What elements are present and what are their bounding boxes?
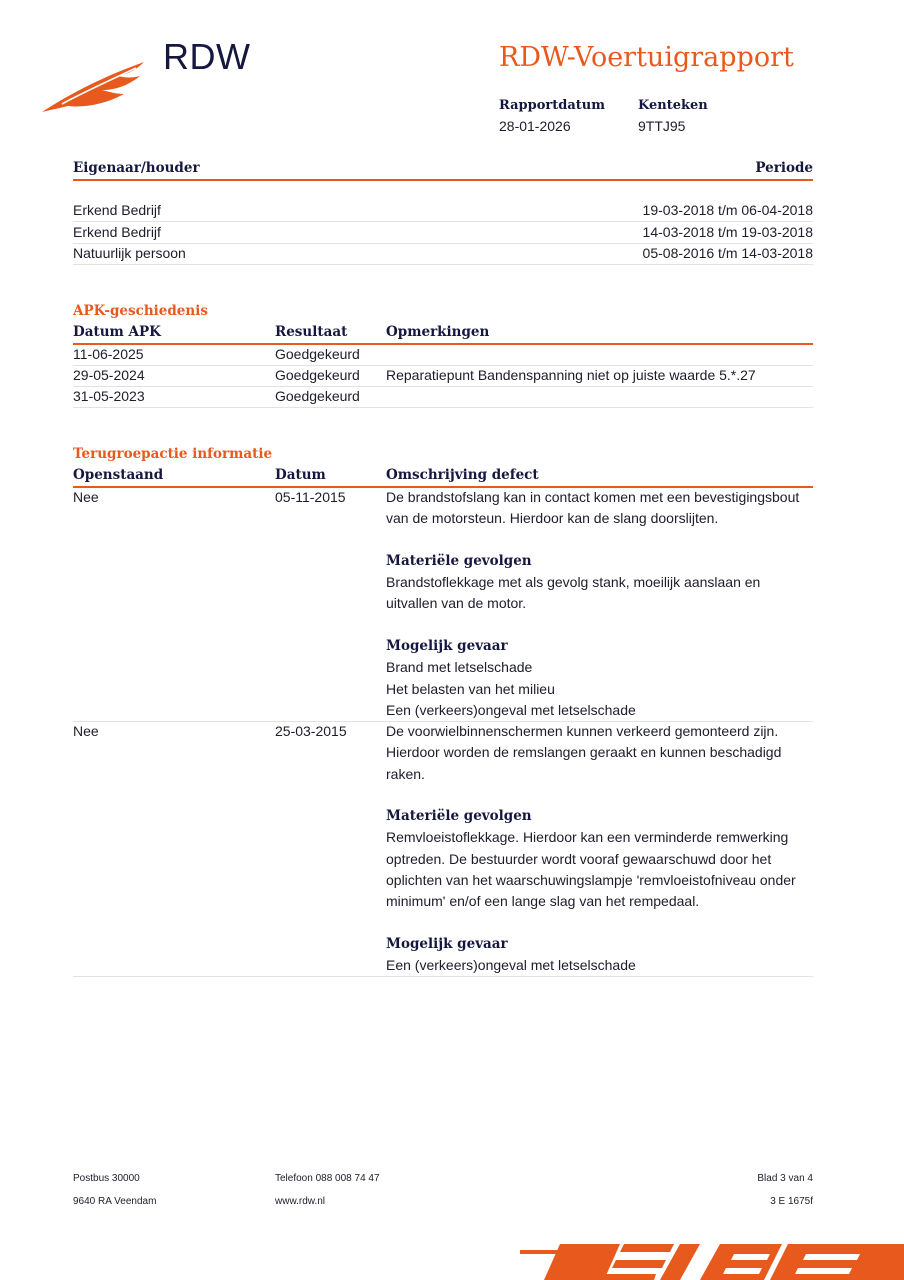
- recall-desc-line: Hierdoor worden de remslangen geraakt en kunnen beschadigd: [386, 744, 782, 761]
- recall-description: [386, 487, 806, 721]
- footer-doc-code: 3 E 1675f: [770, 1196, 813, 1207]
- apk-row: [73, 365, 813, 387]
- owner-name: Erkend Bedrijf: [73, 202, 161, 218]
- material-line: minimum' en/of een lange slag van het rempedaal.: [386, 893, 700, 910]
- owner-row: [73, 243, 813, 265]
- recall-desc-line: De voorwielbinnenschermen kunnen verkeerd gemonteerd zijn.: [386, 723, 779, 739]
- owner-period: 05-08-2016 t/m 14-03-2018: [642, 245, 813, 261]
- danger-line: Een (verkeers)ongeval met letselschade: [386, 957, 636, 974]
- recall-open: Nee: [73, 489, 99, 505]
- apk-date: 31-05-2023: [73, 388, 145, 404]
- decorative-stripes-icon: [520, 1240, 904, 1280]
- recall-desc-line: raken.: [386, 765, 425, 782]
- recall-row: [73, 721, 813, 977]
- plate-value: 9TTJ95: [638, 118, 686, 134]
- plate-label: Kenteken: [638, 98, 708, 113]
- apk-section-title: APK-geschiedenis: [73, 303, 208, 319]
- footer-postbus: Postbus 30000: [73, 1173, 140, 1184]
- recall-row: [73, 487, 813, 722]
- material-line: Brandstoflekkage met als gevolg stank, moeilijk aanslaan en: [386, 574, 761, 591]
- danger-line: Het belasten van het milieu: [386, 680, 555, 697]
- period-column-header: Periode: [755, 160, 813, 176]
- recall-open-header: Openstaand: [73, 467, 164, 483]
- material-consequences-label: Materiële gevolgen: [386, 808, 532, 825]
- apk-row: [73, 386, 813, 408]
- recall-description: [386, 721, 806, 977]
- apk-row: [73, 344, 813, 366]
- apk-date: 29-05-2024: [73, 367, 145, 383]
- report-date-value: 28-01-2026: [499, 118, 571, 134]
- owner-row: [73, 200, 813, 222]
- page-title: RDW-Voertuigrapport: [499, 42, 794, 73]
- owner-name: Erkend Bedrijf: [73, 224, 161, 240]
- owner-column-header: Eigenaar/houder: [73, 160, 200, 176]
- material-line: oplichten van het waarschuwingslampje 'remvloeistofniveau onder: [386, 872, 796, 889]
- recall-desc-line: van de motorsteun. Hierdoor kan de slang doorslijten.: [386, 510, 719, 527]
- recall-date-header: Datum: [275, 467, 326, 483]
- owners-header-rule: [73, 179, 813, 181]
- footer-page-number: Blad 3 van 4: [757, 1173, 813, 1184]
- apk-date: 11-06-2025: [73, 346, 144, 362]
- recall-open: Nee: [73, 723, 99, 739]
- rdw-logo-icon: [40, 56, 150, 116]
- footer-phone: Telefoon 088 008 74 47: [275, 1173, 380, 1184]
- apk-remarks-header: Opmerkingen: [386, 324, 490, 340]
- recall-date: 25-03-2015: [275, 723, 347, 739]
- apk-date-header: Datum APK: [73, 324, 161, 340]
- possible-danger-label: Mogelijk gevaar: [386, 638, 508, 655]
- recall-desc-line: De brandstofslang kan in contact komen met een bevestigingsbout: [386, 489, 800, 505]
- apk-result: Goedgekeurd: [275, 367, 360, 383]
- apk-result-header: Resultaat: [275, 324, 348, 340]
- footer-city: 9640 RA Veendam: [73, 1196, 157, 1207]
- owner-period: 19-03-2018 t/m 06-04-2018: [642, 202, 813, 218]
- material-line: uitvallen van de motor.: [386, 595, 527, 612]
- danger-line: Een (verkeers)ongeval met letselschade: [386, 701, 636, 718]
- apk-result: Goedgekeurd: [275, 388, 360, 404]
- apk-result: Goedgekeurd: [275, 346, 360, 362]
- recall-date: 05-11-2015: [275, 489, 346, 505]
- owner-name: Natuurlijk persoon: [73, 245, 186, 261]
- possible-danger-label: Mogelijk gevaar: [386, 935, 508, 952]
- owner-row: [73, 222, 813, 244]
- logo-text: RDW: [163, 36, 251, 77]
- report-date-label: Rapportdatum: [499, 98, 605, 113]
- material-line: Remvloeistoflekkage. Hierdoor kan een verminderde remwerking: [386, 829, 789, 846]
- recall-desc-header: Omschrijving defect: [386, 467, 539, 483]
- material-consequences-label: Materiële gevolgen: [386, 552, 532, 569]
- recall-section-title: Terugroepactie informatie: [73, 446, 273, 462]
- danger-line: Brand met letselschade: [386, 659, 533, 676]
- material-line: optreden. De bestuurder wordt vooraf gewaarschuwd door het: [386, 850, 772, 867]
- owner-period: 14-03-2018 t/m 19-03-2018: [642, 224, 813, 240]
- apk-remarks: Reparatiepunt Bandenspanning niet op juiste waarde 5.*.27: [386, 367, 756, 383]
- footer-website[interactable]: www.rdw.nl: [275, 1196, 326, 1207]
